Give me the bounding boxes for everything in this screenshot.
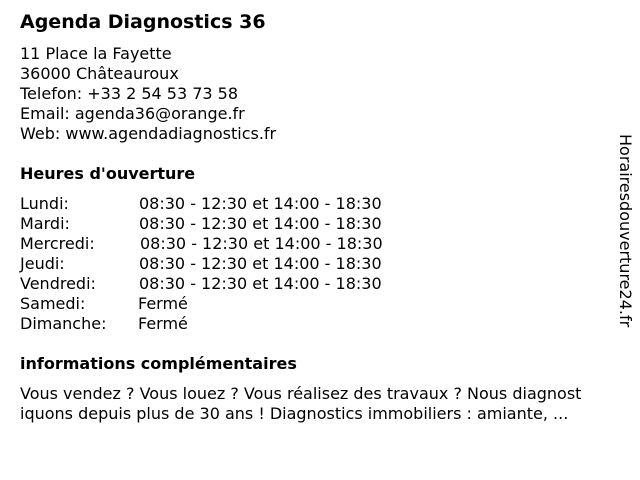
additional-info-text bbox=[20, 384, 635, 424]
hours-time: 08:30 - 12:30 et 14:00 - 18:30 bbox=[139, 254, 382, 273]
website-address: Web: www.agendadiagnostics.fr bbox=[20, 124, 277, 143]
hours-day: Mardi: bbox=[20, 214, 70, 233]
address-city: 36000 Châteauroux bbox=[20, 64, 179, 83]
email-address: Email: agenda36@orange.fr bbox=[20, 104, 245, 123]
hours-day: Dimanche: bbox=[20, 314, 107, 333]
hours-day: Lundi: bbox=[20, 194, 69, 213]
site-brand-vertical bbox=[612, 134, 636, 344]
additional-info-line: Vous vendez ? Vous louez ? Vous réalisez des travaux ? Nous diagnost bbox=[20, 384, 582, 403]
hours-time: 08:30 - 12:30 et 14:00 - 18:30 bbox=[139, 214, 382, 233]
phone-number: Telefon: +33 2 54 53 73 58 bbox=[20, 84, 239, 103]
business-name: Agenda Diagnostics 36 bbox=[20, 11, 266, 33]
additional-info-line: iquons depuis plus de 30 ans ! Diagnostics immobiliers : amiante, ... bbox=[20, 404, 569, 423]
hours-time: Fermé bbox=[138, 294, 188, 313]
hours-time: 08:30 - 12:30 et 14:00 - 18:30 bbox=[139, 194, 382, 213]
hours-day: Jeudi: bbox=[20, 254, 65, 273]
address-street: 11 Place la Fayette bbox=[20, 44, 172, 63]
hours-day: Mercredi: bbox=[20, 234, 95, 253]
hours-day: Samedi: bbox=[20, 294, 86, 313]
business-contact-block bbox=[20, 44, 276, 144]
hours-day: Vendredi: bbox=[20, 274, 96, 293]
hours-time: Fermé bbox=[138, 314, 188, 333]
site-brand-label: Horairesdouverture24.fr bbox=[616, 134, 635, 328]
opening-hours-heading: Heures d'ouverture bbox=[20, 164, 196, 183]
hours-time: 08:30 - 12:30 et 14:00 - 18:30 bbox=[140, 234, 383, 253]
hours-time: 08:30 - 12:30 et 14:00 - 18:30 bbox=[139, 274, 382, 293]
additional-info-heading: informations complémentaires bbox=[20, 354, 297, 373]
